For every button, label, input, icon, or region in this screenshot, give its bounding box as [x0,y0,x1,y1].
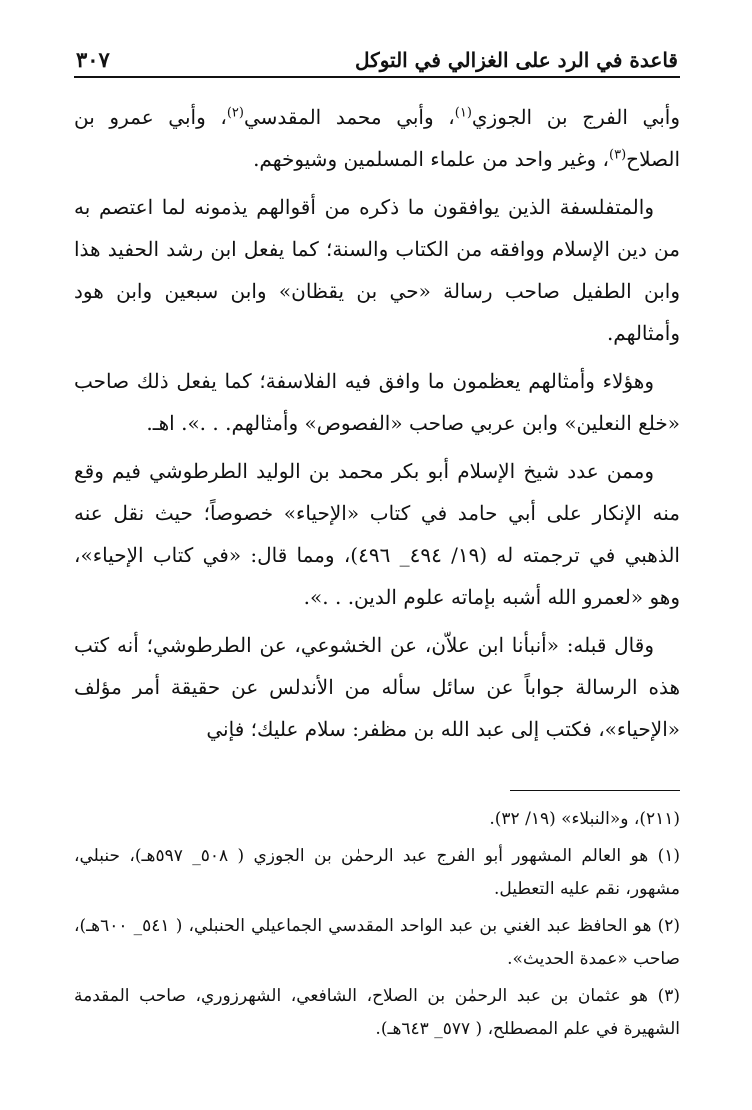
paragraph-2 [74,186,680,354]
footnote-ref-1: (١) [454,105,472,121]
footnote-ref-2: (٢) [226,105,244,121]
text-run: وأبي الفرج بن الجوزي [471,105,681,129]
footnote-ref-3: (٣) [609,147,627,163]
footnote-3: (٣) هو عثمان بن عبد الرحمٰن بن الصلاح، الشافعي، الشهرزوري، صاحب المقدمة الشهيرة في علم المصطلح، ( ٥٧٧_ ٦٤٣هـ). [74,986,680,1039]
footnote-continued: (٢١١)، و«النبلاء» (١٩/ ٣٢). [489,809,680,829]
main-text [74,96,680,750]
paragraph-5 [74,624,680,750]
paragraph-1 [74,96,680,180]
running-header [74,38,680,78]
text-run: وممن عدد شيخ الإسلام أبو بكر محمد بن الوليد الطرطوشي فيم وقع منه الإنكار على أبي حامد في كتاب «الإحياء» خصوصاً؛ حيث نقل عنه الذهبي في ترجمته له (١٩/ ٤٩٤_ ٤٩٦)، ومما قال: «في كتاب الإحياء»، وهو «لعمرو الله أشبه بإماته علوم الدين. . .». [74,459,680,609]
paragraph-3 [74,360,680,444]
text-run: ، وأبي عمرو بن الصلاح [74,105,680,171]
text-run: ، وغير واحد من علماء المسلمين وشيوخهم. [253,147,610,171]
text-run: وهؤلاء وأمثالهم يعظمون ما وافق فيه الفلاسفة؛ كما يفعل ذلك صاحب «خلع النعلين» وابن عربي صاحب «الفصوص» وأمثالهم. . .». اهـ. [74,369,680,435]
footnote-separator [510,790,680,791]
footnotes [74,803,680,1046]
text-run: والمتفلسفة الذين يوافقون ما ذكره من أقوالهم يذمونه لما اعتصم به من دين الإسلام ووافقه من الكتاب والسنة؛ كما يفعل ابن رشد الحفيد هذا وابن الطفيل صاحب رسالة «حي بن يقظان» وابن سبعين وابن هود وأمثالهم. [74,195,680,345]
text-run: وقال قبله: «أنبأنا ابن علاّن، عن الخشوعي، عن الطرطوشي؛ أنه كتب هذه الرسالة جواباً عن سائل سأله من الأندلس عن حقيقة أمر مؤلف «الإحياء»، فكتب إلى عبد الله بن مظفر: سلام عليك؛ فإني [74,633,680,741]
footnote-1: (١) هو العالم المشهور أبو الفرج عبد الرحمٰن بن الجوزي ( ٥٠٨_ ٥٩٧هـ)، حنبلي، مشهور، نقم عليه التعطيل. [74,846,680,899]
running-title: قاعدة في الرد على الغزالي في التوكل [355,48,678,72]
paragraph-4 [74,450,680,618]
text-run: ، وأبي محمد المقدسي [243,105,455,129]
book-page [74,38,680,1078]
footnote-2: (٢) هو الحافظ عبد الغني بن عبد الواحد المقدسي الجماعيلي الحنبلي، ( ٥٤١_ ٦٠٠هـ)، صاحب «عمدة الحديث». [74,916,681,969]
page-number: ٣٠٧ [76,47,110,72]
